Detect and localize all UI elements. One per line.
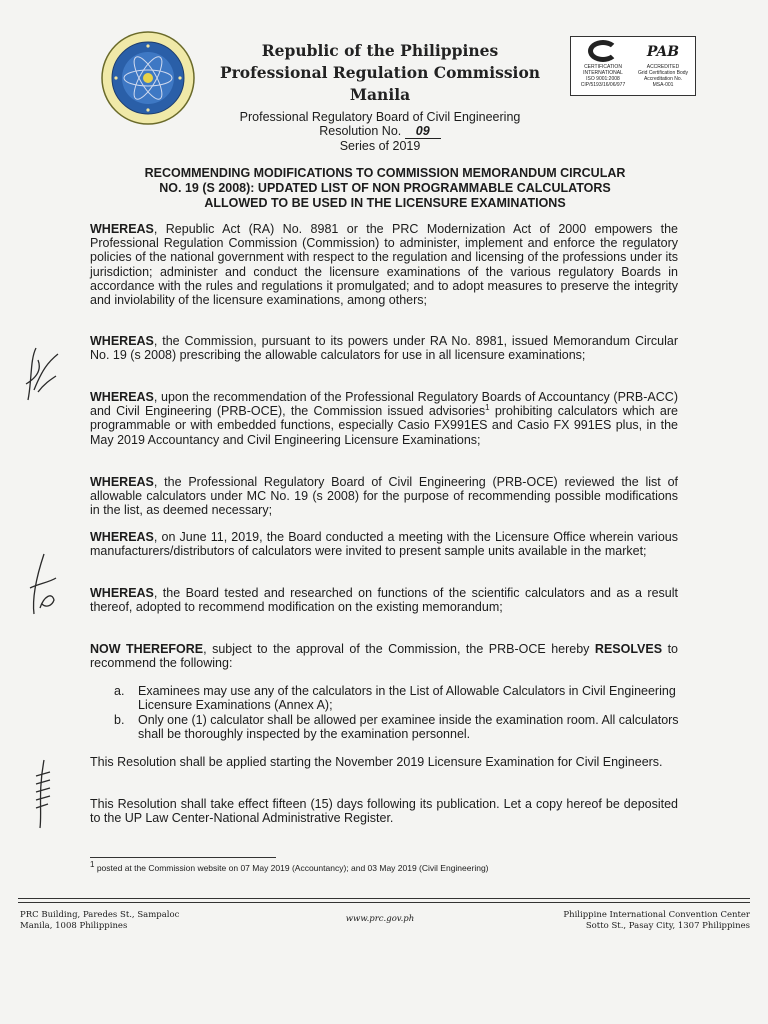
footer-line: PRC Building, Paredes St., Sampaloc — [20, 910, 180, 920]
paragraph-text: , upon the recommendation of the Professional Regulatory Boards of Accountancy (PRB-ACC) and Civil Engineering (PRB-OCE), the Commission issued advisories — [90, 390, 678, 419]
footnote — [90, 862, 690, 874]
whereas-paragraph-1 — [90, 222, 678, 307]
now-therefore-lead: NOW THEREFORE — [90, 642, 204, 656]
resolution-line — [180, 124, 580, 139]
resolution-number: 09 — [405, 124, 441, 139]
board-name: Professional Regulatory Board of Civil Engineering — [239, 110, 521, 124]
paragraph-text: prohibiting calculators which are programmable or with embedded functions, especially Casio FX991ES and Casio FX 991ES plus, in the May 2019 Accountancy and Civil Engineering Licensure Examinations; — [90, 404, 678, 447]
footnote-reference: 1 — [485, 403, 490, 413]
paragraph-text: This Resolution shall take effect fifteen (15) days following its publication. Let a copy hereof be deposited to the UP Law Center-National Administrative Register. — [90, 797, 678, 826]
title-republic: Republic of the Philippines — [261, 41, 499, 60]
footnote-text: posted at the Commission website on 07 May 2019 (Accountancy); and 03 May 2019 (Civil Engineering) — [94, 863, 489, 873]
cert-label-accredited: ACCREDITED — [646, 64, 680, 70]
paragraph-text: , the Commission, pursuant to its powers under RA No. 8981, issued Memorandum Circular No. 19 (s 2008) prescribing the allowable calculators for use in all licensure examinations; — [90, 334, 678, 363]
accreditation-right — [635, 40, 691, 88]
list-item-text: Only one (1) calculator shall be allowed per examinee inside the examination room. All calculators shall be thoroughly inspected by the examination personnel. — [138, 713, 679, 742]
cert-label-number: CIP/5193/16/06/977 — [580, 82, 626, 88]
footer-line: Manila, 1008 Philippines — [20, 921, 128, 931]
cert-label-international: INTERNATIONAL — [583, 70, 623, 76]
footnote-divider — [90, 857, 276, 858]
footnote-marker: 1 — [90, 860, 95, 870]
certification-ring-icon — [588, 40, 618, 62]
whereas-lead: WHEREAS — [90, 586, 154, 600]
whereas-paragraph-3 — [90, 390, 678, 447]
resolves-keyword: RESOLVES — [594, 642, 663, 656]
whereas-lead: WHEREAS — [90, 222, 154, 236]
footer-address-left — [20, 910, 240, 932]
title-line: NO. 19 (S 2008): UPDATED LIST OF NON PROGRAMMABLE CALCULATORS — [159, 181, 611, 195]
resolution-label: Resolution No. — [319, 124, 402, 138]
footer-line: Sotto St., Pasay City, 1307 Philippines — [585, 921, 750, 931]
paragraph-text: to recommend the following: — [90, 642, 678, 671]
footer-line: Philippine International Convention Center — [563, 910, 750, 920]
paragraph-text: , the Professional Regulatory Board of Civil Engineering (PRB-OCE) reviewed the list of allowable calculators under MC No. 19 (s 2008) for the purpose of recommending possible modifications in the list, as deemed necessary; — [90, 475, 678, 518]
pab-logo: PAB — [646, 44, 680, 60]
whereas-paragraph-2 — [90, 334, 678, 362]
margin-signature-1 — [18, 340, 62, 410]
paragraph-text: , the Board tested and researched on functions of the scientific calculators and as a result thereof, adopted to recommend modification on the existing memorandum; — [90, 586, 678, 615]
margin-signature-2 — [22, 548, 62, 622]
whereas-paragraph-5 — [90, 530, 678, 558]
list-marker: a. — [114, 684, 125, 698]
board-header — [180, 110, 580, 153]
footer-divider — [18, 898, 750, 899]
title-city: Manila — [349, 85, 411, 104]
now-therefore-paragraph — [90, 642, 678, 670]
cert-label-msa: MSA-001 — [652, 82, 674, 88]
footer-website: www.prc.gov.ph — [345, 914, 415, 924]
footer-divider — [18, 902, 750, 903]
cert-label-accreditation-no: Accreditation No. — [643, 76, 683, 82]
whereas-paragraph-6 — [90, 586, 678, 614]
title-line: RECOMMENDING MODIFICATIONS TO COMMISSION MEMORANDUM CIRCULAR — [144, 166, 626, 180]
cert-label-iso: ISO 9001:2008 — [586, 76, 620, 82]
effectivity-paragraph — [90, 797, 678, 825]
paragraph-text: , subject to the approval of the Commission, the PRB-OCE hereby — [203, 642, 595, 656]
footer-address-right — [500, 910, 750, 932]
cert-label-certification: CERTIFICATION — [584, 64, 622, 70]
whereas-lead: WHEREAS — [90, 334, 154, 348]
list-marker: b. — [114, 713, 125, 727]
application-paragraph — [90, 755, 678, 769]
whereas-lead: WHEREAS — [90, 390, 154, 404]
title-commission: Professional Regulation Commission — [219, 63, 541, 82]
paragraph-text: This Resolution shall be applied starting the November 2019 Licensure Examination for Civil Engineers. — [90, 755, 663, 769]
margin-signature-3 — [26, 752, 60, 832]
certification-left — [575, 40, 631, 88]
paragraph-text: , Republic Act (RA) No. 8981 or the PRC Modernization Act of 2000 empowers the Professional Regulation Commission (Commission) to administer, implement and enforce the regulatory policies of the national government with respect to the regulation and licensing of the professions under its jurisdiction; administer and conduct the licensure examinations of the various regulatory Boards in accordance with the rules and regulations it promulgated; and to adopt measures to preserve the integrity and inviolability of the licensure examinations, among others; — [90, 222, 678, 308]
government-title — [200, 40, 560, 106]
cert-label-body: Grid Certification Body — [637, 70, 689, 76]
title-line: ALLOWED TO BE USED IN THE LICENSURE EXAMINATIONS — [204, 196, 566, 210]
whereas-paragraph-4 — [90, 475, 678, 518]
paragraph-text: , on June 11, 2019, the Board conducted a meeting with the Licensure Office wherein various manufacturers/distributors of calculators were invited to present sample units available in the market; — [90, 530, 678, 559]
list-item-text: Examinees may use any of the calculators in the List of Allowable Calculators in Civil Engineering Licensure Examinations (Annex A); — [138, 684, 676, 713]
series-line: Series of 2019 — [339, 139, 421, 153]
resolution-title — [90, 166, 680, 211]
whereas-lead: WHEREAS — [90, 475, 154, 489]
certification-badge — [570, 36, 696, 96]
whereas-lead: WHEREAS — [90, 530, 154, 544]
